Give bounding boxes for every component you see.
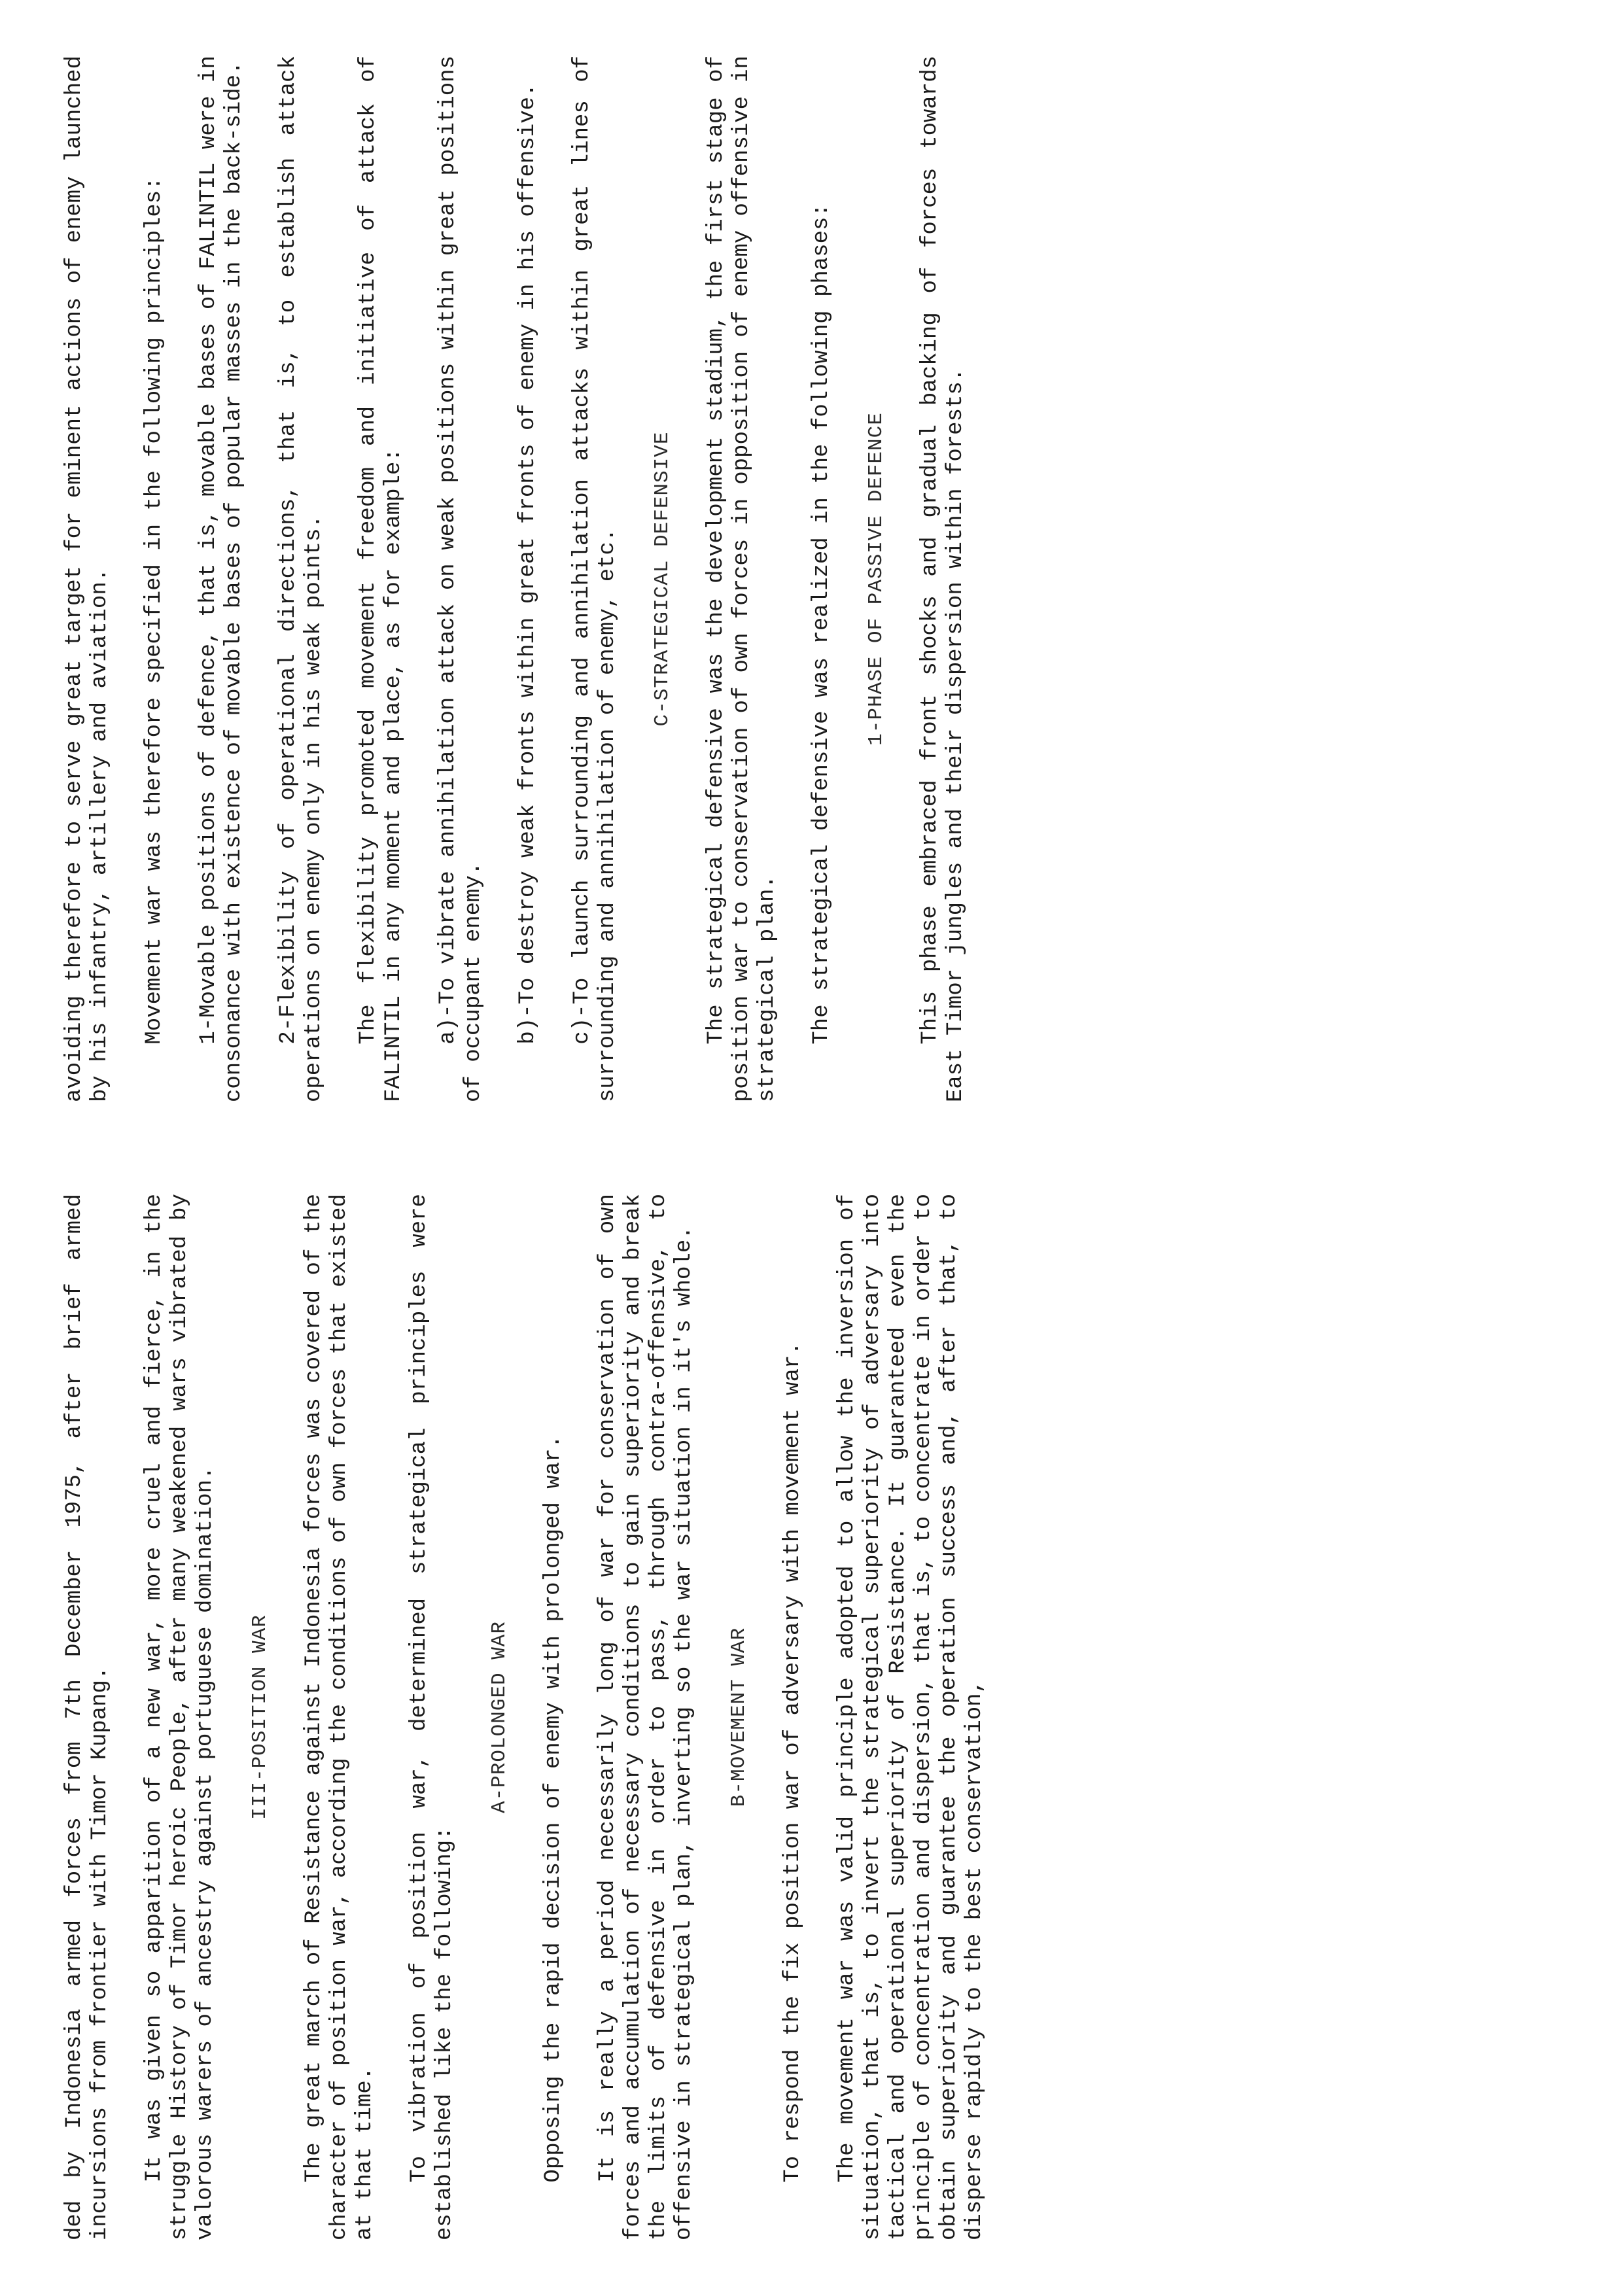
paragraph-principles-intro: To vibration of position war, determined strategical principles were established like the following: bbox=[407, 1180, 457, 2240]
paragraph-respond: To respond the fix position war of adversary with movement war. bbox=[780, 1342, 805, 2183]
paragraph-movement-principle: The movement war was valid principle adopted to allow the inversion of situation, that is, to invert the strategical superiority of adversary into tactical and operational superiority of Resistance. It guaranteed even the principle of concentration and dispersion, that is, to concentrate in order to obtain superiority and guarantee the operation success and, after that, to disperse rapidly to the best conservation, bbox=[835, 1180, 987, 2240]
right-column bbox=[62, 42, 998, 1102]
paragraph-movable-positions: 1-Movable positions of defence, that is, movable bases of FALINTIL were in consonance with existence of movable bases of popular masses in the back-side. bbox=[196, 42, 247, 1102]
heading-strategical-defensive: C-STRATEGICAL DEFENSIVE bbox=[651, 431, 674, 727]
paragraph-avoiding: avoiding therefore to serve great target for eminent actions of enemy launched by his infantry, artillery and aviation. bbox=[62, 42, 113, 1102]
paragraph-new-war: It was given so apparition of a new war, more cruel and fierce, in the struggle History of Timor heroic People, after many weakened wars vibrated by valorous warers of ancestry against portuguese domination. bbox=[142, 1180, 218, 2240]
paragraph-flexibility-directions: 2-Flexibility of operational directions, that is, to establish attack operations on enemy only in his weak points. bbox=[276, 42, 326, 1102]
paragraph-development-stadium: The strategical defensive was the development stadium, the first stage of position war to conservation of own forces in opposition of enemy offensive in strategical plan. bbox=[704, 42, 780, 1102]
paragraph-great-march: The great march of Resistance against Indonesia forces was covered of the character of position war, according the conditions of own forces that existed at that time. bbox=[302, 1180, 377, 2240]
paragraph-opposing: Opposing the rapid decision of enemy with prolonged war. bbox=[541, 1435, 566, 2183]
list-item-c: c)-To launch surrounding and annihilation attacks within great lines of surrounding and annihilation of enemy, etc. bbox=[570, 42, 620, 1102]
paragraph-flexibility-promoted: The flexibility promoted movement freedom and initiative of attack of FALINTIL in any moment and place, as for example: bbox=[356, 42, 406, 1102]
heading-position-war: III-POSITION WAR bbox=[249, 1614, 272, 1820]
paragraph-long-period: It is really a period necessarily long of war for conservation of own forces and accumulation of necessary conditions to gain superiority and break the limits of defensive in order to pass, through contra-offensive, to offensive in strategical plan, inverting so the war situation in it's whole. bbox=[595, 1180, 697, 2240]
list-item-b: b)-To destroy weak fronts within great fronts of enemy in his offensive. bbox=[516, 83, 540, 1045]
heading-movement-war: B-MOVEMENT WAR bbox=[727, 1627, 750, 1807]
paragraph-phases-intro: The strategical defensive was realized in the following phases: bbox=[809, 203, 834, 1045]
left-column bbox=[62, 1180, 1017, 2240]
heading-prolonged-war: A-PROLONGED WAR bbox=[488, 1620, 511, 1814]
list-item-a: a)-To vibrate annihilation attack on weak positions within great positions of occupant enemy. bbox=[436, 42, 486, 1102]
rotated-text-block bbox=[23, 29, 1580, 2253]
paragraph-movement-specified: Movement war was therefore specified in the following principles: bbox=[142, 177, 167, 1045]
paragraph-invasion: ded by Indonesia armed forces from 7th December 1975, after brief armed incursions from frontier with Timor Kupang. bbox=[62, 1180, 113, 2240]
paragraph-phase-embraced: This phase embraced front shocks and gradual backing of forces towards East Timor jungles and their dispersion within forests. bbox=[918, 42, 968, 1102]
heading-passive-defence: 1-PHASE OF PASSIVE DEFENCE bbox=[865, 412, 888, 746]
